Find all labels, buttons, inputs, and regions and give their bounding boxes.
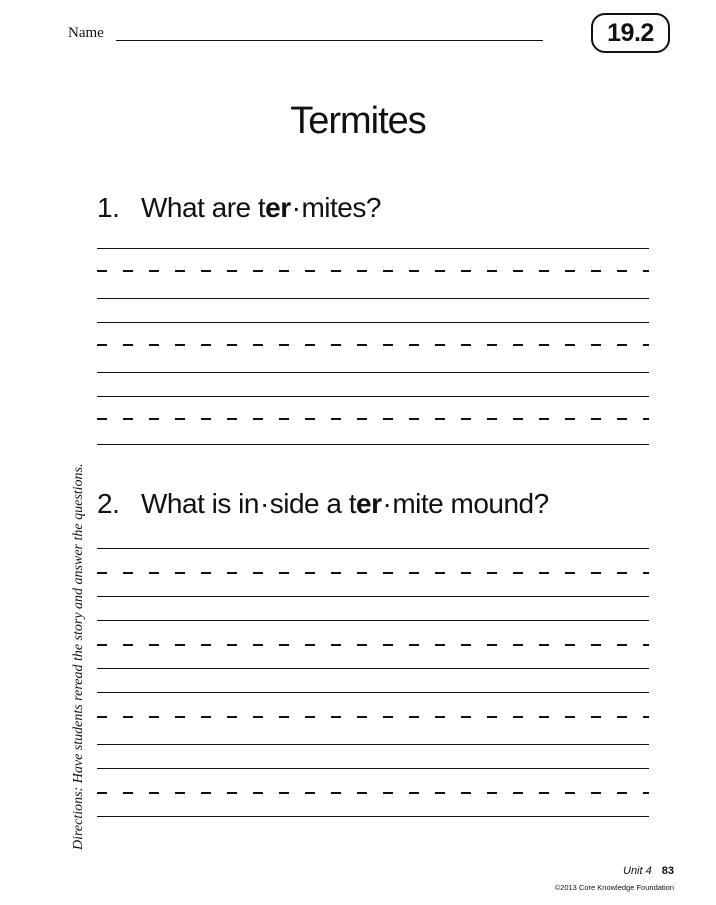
- answer-midline: [97, 270, 649, 272]
- syllable-dot: ·: [382, 488, 392, 519]
- question-2-number: 2.: [97, 488, 120, 519]
- name-write-line[interactable]: [116, 40, 543, 41]
- answer-line: [97, 444, 649, 445]
- answer-line: [97, 372, 649, 373]
- footer-unit-page: [623, 865, 674, 877]
- answer-line: [97, 396, 649, 397]
- answer-line: [97, 816, 649, 817]
- question-2-bold-syllable: er: [356, 488, 382, 519]
- question-2-text-start: What is in: [141, 488, 259, 519]
- answer-line: [97, 744, 649, 745]
- question-1-text-end: mites?: [301, 192, 381, 223]
- question-1: [97, 192, 381, 224]
- answer-midline: [97, 344, 649, 346]
- lesson-badge: 19.2: [591, 13, 670, 53]
- footer-unit: Unit 4: [623, 865, 652, 877]
- syllable-dot: ·: [291, 192, 301, 223]
- name-label: Name: [68, 25, 104, 41]
- question-1-bold-syllable: er: [265, 192, 291, 223]
- question-2: [97, 488, 549, 520]
- directions-text: Directions: Have students reread the story and answer the questions.: [71, 463, 86, 850]
- answer-line: [97, 298, 649, 299]
- worksheet-title: Termites: [290, 100, 426, 142]
- question-1-text-start: What are t: [141, 192, 266, 223]
- syllable-dot: ·: [259, 488, 269, 519]
- question-2-text-mid: side a t: [269, 488, 357, 519]
- answer-line: [97, 668, 649, 669]
- answer-midline: [97, 792, 649, 794]
- answer-midline: [97, 716, 649, 718]
- answer-line: [97, 620, 649, 621]
- question-1-number: 1.: [97, 192, 120, 223]
- copyright: ©2013 Core Knowledge Foundation: [554, 883, 674, 892]
- answer-midline: [97, 644, 649, 646]
- answer-line: [97, 596, 649, 597]
- answer-line: [97, 248, 649, 249]
- answer-midline: [97, 572, 649, 574]
- answer-line: [97, 692, 649, 693]
- answer-midline: [97, 418, 649, 420]
- name-row: [68, 22, 543, 44]
- question-2-text-end: mite mound?: [392, 488, 549, 519]
- answer-line: [97, 548, 649, 549]
- page-number: 83: [661, 865, 674, 877]
- answer-line: [97, 768, 649, 769]
- answer-line: [97, 322, 649, 323]
